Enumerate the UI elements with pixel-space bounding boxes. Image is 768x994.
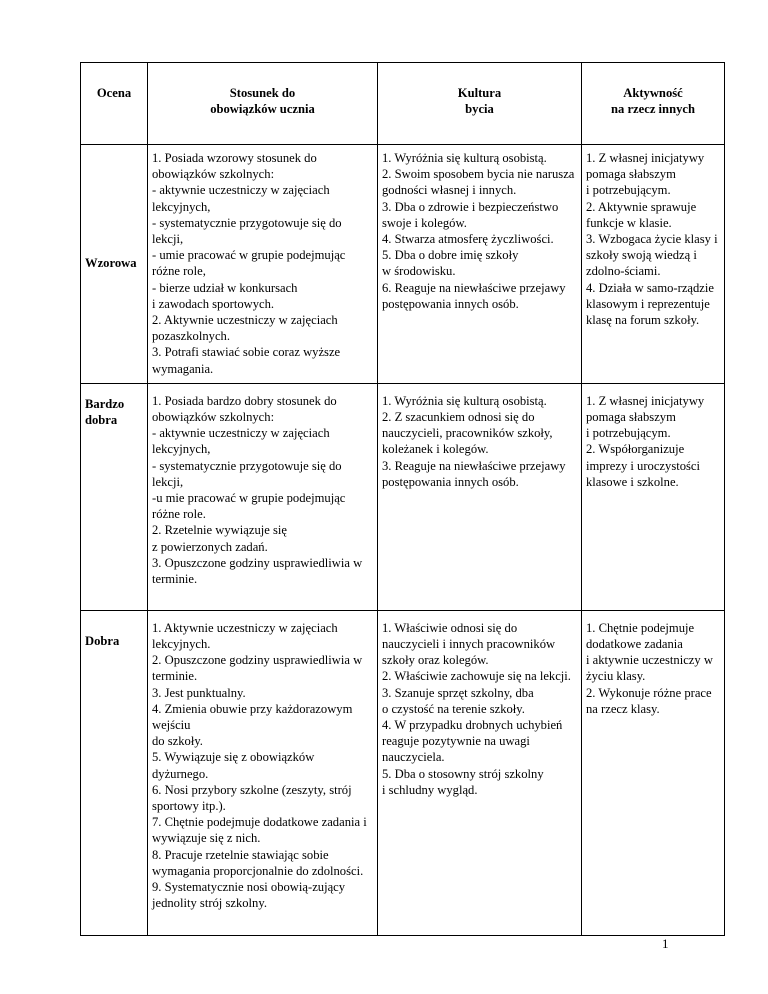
header-culture: Kultura bycia <box>378 63 582 145</box>
duties-cell: 1. Posiada wzorowy stosunek do obowiązków szkolnych: - aktywnie uczestniczy w zajęciach lekcyjnych, - systematycznie przygotowuje się do lekcji, - umie pracować w grupie podejmując różne role, - bierze udział w konkursach i zawodach sportowych. 2. Aktywnie uczestniczy w zajęciach pozaszkolnych. 3. Potrafi stawiać sobie coraz wyższe wymagania. <box>148 145 378 384</box>
activity-cell: 1. Z własnej inicjatywy pomaga słabszym i potrzebującym. 2. Współorganizuje imprezy i uroczystości klasowe i szkolne. <box>582 383 725 610</box>
activity-cell: 1. Chętnie podejmuje dodatkowe zadania i aktywnie uczestniczy w życiu klasy. 2. Wykonuje różne prace na rzecz klasy. <box>582 610 725 935</box>
table-row <box>81 145 725 384</box>
header-grade: Ocena <box>81 63 148 145</box>
duties-cell: 1. Aktywnie uczestniczy w zajęciach lekcyjnych. 2. Opuszczone godziny usprawiedliwia w terminie. 3. Jest punktualny. 4. Zmienia obuwie przy każdorazowym wejściu do szkoły. 5. Wywiązuje się z obowiązków dyżurnego. 6. Nosi przybory szkolne (zeszyty, strój sportowy itp.). 7. Chętnie podejmuje dodatkowe zadania i wywiązuje się z nich. 8. Pracuje rzetelnie stawiając sobie wymagania proporcjonalnie do zdolności. 9. Systematycznie nosi obowią-zujący jednolity strój szkolny. <box>148 610 378 935</box>
table-row <box>81 383 725 610</box>
header-activity: Aktywność na rzecz innych <box>582 63 725 145</box>
table-row <box>81 610 725 935</box>
culture-cell: 1. Wyróżnia się kulturą osobistą. 2. Z szacunkiem odnosi się do nauczycieli, pracowników szkoły, koleżanek i kolegów. 3. Reaguje na niewłaściwe przejawy postępowania innych osób. <box>378 383 582 610</box>
grade-cell: Wzorowa <box>81 145 148 384</box>
grade-cell: Bardzo dobra <box>81 383 148 610</box>
culture-cell: 1. Właściwie odnosi się do nauczycieli i innych pracowników szkoły oraz kolegów. 2. Właściwie zachowuje się na lekcji. 3. Szanuje sprzęt szkolny, dba o czystość na terenie szkoły. 4. W przypadku drobnych uchybień reaguje pozytywnie na uwagi nauczyciela. 5. Dba o stosowny strój szkolny i schludny wygląd. <box>378 610 582 935</box>
activity-cell: 1. Z własnej inicjatywy pomaga słabszym i potrzebującym. 2. Aktywnie sprawuje funkcje w klasie. 3. Wzbogaca życie klasy i szkoły swoją wiedzą i zdolno-ściami. 4. Działa w samo-rządzie klasowym i reprezentuje klasę na forum szkoły. <box>582 145 725 384</box>
grade-cell: Dobra <box>81 610 148 935</box>
culture-cell: 1. Wyróżnia się kulturą osobistą. 2. Swoim sposobem bycia nie narusza godności własnej i innych. 3. Dba o zdrowie i bezpieczeństwo swoje i kolegów. 4. Stwarza atmosferę życzliwości. 5. Dba o dobre imię szkoły w środowisku. 6. Reaguje na niewłaściwe przejawy postępowania innych osób. <box>378 145 582 384</box>
header-duties: Stosunek do obowiązków ucznia <box>148 63 378 145</box>
page-number: 1 <box>662 936 669 951</box>
header-row <box>81 63 725 145</box>
duties-cell: 1. Posiada bardzo dobry stosunek do obowiązków szkolnych: - aktywnie uczestniczy w zajęciach lekcyjnych, - systematycznie przygotowuje się do lekcji, -u mie pracować w grupie podejmując różne role. 2. Rzetelnie wywiązuje się z powierzonych zadań. 3. Opuszczone godziny usprawiedliwia w terminie. <box>148 383 378 610</box>
grading-criteria-table <box>80 62 725 936</box>
